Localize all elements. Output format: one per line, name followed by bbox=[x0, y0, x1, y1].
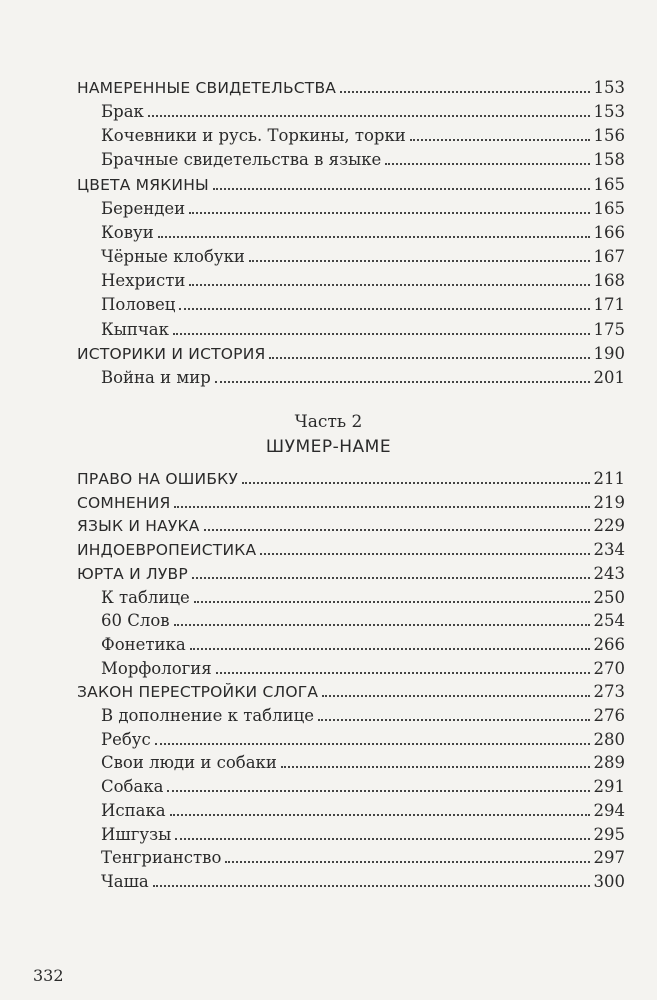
toc-entry-title: К таблице bbox=[101, 587, 190, 607]
toc-entry-page: 201 bbox=[593, 367, 625, 387]
toc-section-entry bbox=[101, 821, 625, 845]
toc-entry-page: 273 bbox=[593, 682, 625, 702]
toc-entry-page: 289 bbox=[593, 753, 625, 773]
dot-leader bbox=[340, 91, 589, 93]
toc-entry-title: Брачные свидетельства в языке bbox=[101, 150, 382, 170]
toc-entry-page: 165 bbox=[593, 198, 625, 218]
toc-entry-page: 175 bbox=[593, 319, 625, 339]
toc-entry-page: 219 bbox=[593, 492, 625, 512]
dot-leader bbox=[322, 695, 589, 697]
toc-entry-page: 250 bbox=[593, 587, 625, 607]
dot-leader bbox=[385, 163, 589, 165]
dot-leader bbox=[190, 648, 590, 650]
toc-entry-page: 153 bbox=[593, 102, 625, 122]
dot-leader bbox=[174, 624, 590, 626]
dot-leader bbox=[170, 814, 590, 816]
toc-entry-page: 171 bbox=[593, 295, 625, 315]
toc-section-entry bbox=[101, 364, 625, 388]
toc-section-entry bbox=[101, 243, 625, 267]
toc-entry-page: 190 bbox=[593, 343, 625, 363]
dot-leader bbox=[249, 260, 590, 262]
dot-leader bbox=[173, 333, 590, 335]
toc-chapter-entry bbox=[77, 536, 625, 560]
toc-entry-page: 294 bbox=[593, 800, 625, 820]
toc-chapter-entry bbox=[77, 560, 625, 584]
toc-chapter-entry bbox=[77, 171, 625, 195]
dot-leader bbox=[225, 861, 589, 863]
toc-entry-page: 156 bbox=[593, 126, 625, 146]
toc-entry-title: Половец bbox=[101, 295, 176, 315]
toc-entry-page: 229 bbox=[593, 516, 625, 536]
dot-leader bbox=[155, 743, 590, 745]
toc-entry-title: Нехристи bbox=[101, 271, 186, 291]
toc-entry-page: 270 bbox=[593, 658, 625, 678]
toc-entry-title: СОМНЕНИЯ bbox=[77, 493, 171, 512]
toc-entry-page: 243 bbox=[593, 563, 625, 583]
toc-entry-title: Свои люди и собаки bbox=[101, 753, 277, 773]
toc-entry-title: Испака bbox=[101, 800, 166, 820]
toc-entry-title: Морфология bbox=[101, 658, 212, 678]
dot-leader bbox=[215, 381, 590, 383]
dot-leader bbox=[189, 212, 589, 214]
dot-leader bbox=[153, 885, 590, 887]
toc-section-entry bbox=[101, 749, 625, 773]
dot-leader bbox=[148, 115, 590, 117]
toc-entry-title: Чаша bbox=[101, 871, 149, 891]
toc-chapter-entry bbox=[77, 512, 625, 536]
dot-leader bbox=[194, 601, 590, 603]
toc-entry-page: 254 bbox=[593, 611, 625, 631]
toc-entry-page: 266 bbox=[593, 634, 625, 654]
dot-leader bbox=[167, 790, 589, 792]
toc-entry-title: ЗАКОН ПЕРЕСТРОЙКИ СЛОГА bbox=[77, 683, 319, 702]
toc-entry-title: Берендеи bbox=[101, 198, 186, 218]
toc-entry-page: 291 bbox=[593, 777, 625, 797]
toc-section-entry bbox=[101, 631, 625, 655]
toc-entry-page: 158 bbox=[593, 150, 625, 170]
toc-section-entry bbox=[101, 219, 625, 243]
toc-entry-title: В дополнение к таблице bbox=[101, 706, 314, 725]
toc-entry-title: ЮРТА И ЛУВР bbox=[77, 564, 188, 583]
toc-section-entry bbox=[101, 726, 625, 750]
dot-leader bbox=[158, 236, 590, 238]
toc-chapter-entry bbox=[77, 489, 625, 513]
toc-entry-page: 300 bbox=[593, 871, 625, 891]
toc-entry-title: Фонетика bbox=[101, 634, 186, 654]
toc-entry-page: 166 bbox=[593, 222, 625, 242]
dot-leader bbox=[216, 672, 590, 674]
dot-leader bbox=[204, 529, 590, 531]
dot-leader bbox=[269, 357, 589, 359]
dot-leader bbox=[410, 139, 590, 141]
dot-leader bbox=[192, 577, 590, 579]
dot-leader bbox=[318, 719, 590, 721]
dot-leader bbox=[281, 766, 590, 768]
toc-entry-title: Война и мир bbox=[101, 367, 211, 387]
toc-entry-page: 153 bbox=[593, 78, 625, 97]
toc-section-entry bbox=[101, 797, 625, 821]
toc-entry-title: ЯЗЫК И НАУКА bbox=[77, 517, 200, 536]
toc-section-entry bbox=[101, 868, 625, 892]
toc-section-entry bbox=[101, 267, 625, 291]
dot-leader bbox=[189, 284, 589, 286]
toc-entry-title: Тенгрианство bbox=[101, 848, 222, 868]
toc-entry-title: Чёрные клобуки bbox=[101, 247, 245, 267]
toc-entry-title: 60 Слов bbox=[101, 611, 170, 631]
toc-entry-page: 297 bbox=[593, 848, 625, 868]
toc-entry-page: 234 bbox=[593, 540, 625, 560]
toc-section-entry bbox=[101, 844, 625, 868]
toc-entry-title: Кочевники и русь. Торкины, торки bbox=[101, 126, 406, 146]
toc-section-entry bbox=[101, 316, 625, 340]
toc-entry-title: ПРАВО НА ОШИБКУ bbox=[77, 470, 239, 488]
dot-leader bbox=[242, 482, 589, 484]
toc-entry-title: Ребус bbox=[101, 729, 151, 749]
toc-section-entry bbox=[101, 773, 625, 797]
part-heading: Часть 2 bbox=[294, 412, 363, 432]
toc-entry-page: 165 bbox=[593, 174, 625, 194]
toc-entry-page: 211 bbox=[593, 469, 625, 488]
toc-entry-page: 167 bbox=[593, 247, 625, 267]
dot-leader bbox=[260, 553, 589, 555]
toc-section-entry bbox=[101, 655, 625, 679]
toc-entry-title: Ишгузы bbox=[101, 824, 172, 844]
toc-section-entry bbox=[101, 122, 625, 146]
dot-leader bbox=[175, 838, 589, 840]
toc-entry-title: ИНДОЕВРОПЕИСТИКА bbox=[77, 541, 257, 560]
dot-leader bbox=[213, 188, 590, 190]
dot-leader bbox=[174, 506, 589, 508]
toc-entry-page: 168 bbox=[593, 271, 625, 291]
toc-chapter-entry bbox=[77, 678, 625, 702]
toc-section-entry bbox=[101, 98, 625, 122]
toc-entry-page: 276 bbox=[593, 706, 625, 725]
toc-entry-title: Ковуи bbox=[101, 222, 154, 242]
page-number: 332 bbox=[33, 966, 64, 985]
toc-chapter-entry bbox=[77, 74, 625, 98]
dot-leader bbox=[179, 308, 589, 310]
toc-entry-title: НАМЕРЕННЫЕ СВИДЕТЕЛЬСТВА bbox=[77, 79, 337, 97]
toc-entry-title: ЦВЕТА МЯКИНЫ bbox=[77, 175, 209, 194]
toc-section-entry bbox=[101, 584, 625, 608]
toc-section-entry bbox=[101, 146, 625, 170]
toc-entry-page: 280 bbox=[593, 729, 625, 749]
toc-section-entry bbox=[101, 291, 625, 315]
toc-entry-title: Собака bbox=[101, 777, 164, 797]
toc-entry-title: Брак bbox=[101, 102, 144, 122]
toc-section-entry bbox=[101, 195, 625, 219]
toc-section-entry bbox=[101, 702, 625, 726]
toc-entry-page: 295 bbox=[593, 824, 625, 844]
toc-entry-title: Кыпчак bbox=[101, 319, 169, 339]
part-title: ШУМЕР-НАМЕ bbox=[265, 437, 392, 457]
toc-chapter-entry bbox=[77, 340, 625, 364]
toc-chapter-entry bbox=[77, 465, 625, 489]
toc-section-entry bbox=[101, 607, 625, 631]
toc-entry-title: ИСТОРИКИ И ИСТОРИЯ bbox=[77, 344, 266, 363]
